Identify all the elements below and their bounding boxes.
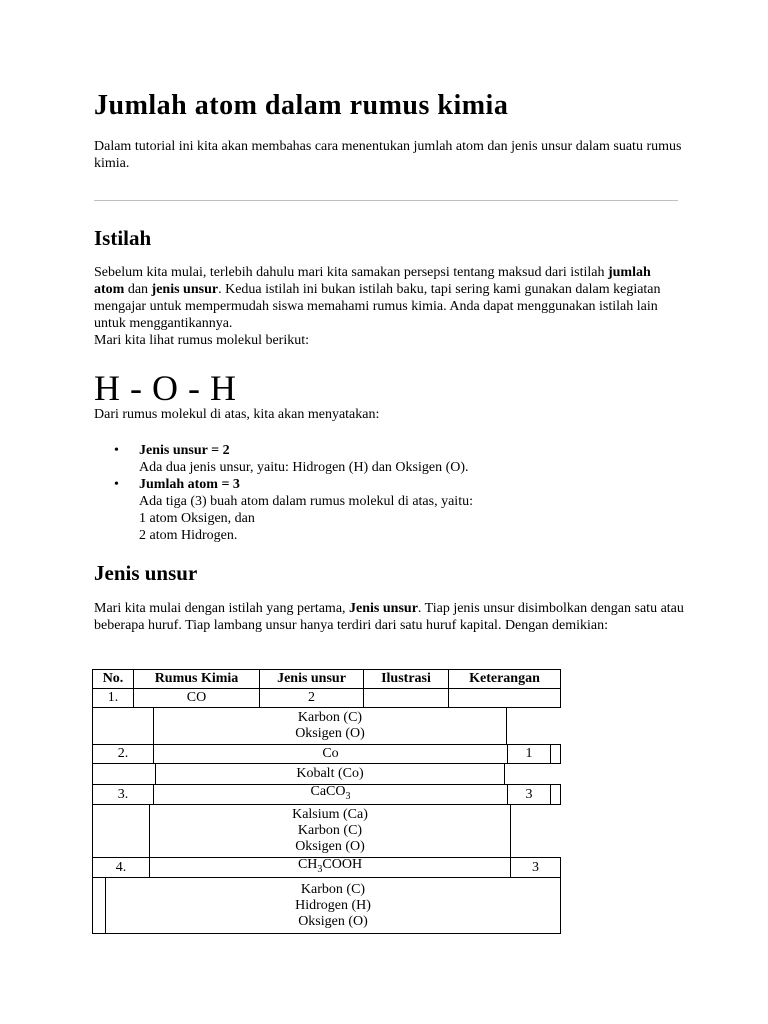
row1-count: 2 (259, 688, 364, 708)
element-label: Oksigen (O) (295, 726, 365, 741)
row3-extra (550, 784, 561, 805)
row2-extra (550, 744, 561, 764)
row3-no: 3. (92, 784, 154, 805)
term-jenis-unsur-2: Jenis unsur (349, 601, 418, 616)
element-label: Karbon (C) (297, 710, 363, 725)
jenis-text-a: Mari kita mulai dengan istilah yang pertama, (94, 601, 350, 616)
row3-elements (149, 804, 511, 858)
element-label: Hidrogen (H) (295, 897, 371, 913)
istilah-text-a: Sebelum kita mulai, terlebih dahulu mari kita samakan persepsi tentang maksud dari istilah (94, 265, 608, 280)
header-keterangan: Keterangan (448, 669, 561, 689)
list-item-line: Ada dua jenis unsur, yaitu: Hidrogen (H) dan Oksigen (O). (139, 460, 469, 475)
row1-formula: CO (133, 688, 260, 708)
row2-spacer (92, 763, 156, 785)
header-rumus-kimia: Rumus Kimia (133, 669, 260, 689)
formula-main: CaCO (310, 784, 346, 800)
header-jenis-unsur: Jenis unsur (259, 669, 364, 689)
row2-formula: Co (153, 744, 508, 764)
element-label: Kalsium (Ca) (292, 807, 368, 822)
jenis-text-b: . Tiap jenis unsur disimbolkan dengan satu atau beberapa huruf. Tiap lambang unsur hanya terdiri dari satu huruf kapital. Dengan demikian: (94, 601, 684, 633)
intro-paragraph: Dalam tutorial ini kita akan membahas cara menentukan jumlah atom dan jenis unsur dalam suatu rumus kimia. (94, 139, 682, 171)
header-ilustrasi: Ilustrasi (363, 669, 449, 689)
row4-count: 3 (510, 857, 561, 878)
row3-formula-text (311, 784, 351, 805)
row3-formula (153, 784, 508, 805)
element-label: Oksigen (O) (295, 839, 365, 854)
row2-count: 1 (507, 744, 551, 764)
istilah-text-c: . Kedua istilah ini bukan istilah baku, tapi sering kami gunakan dalam kegiatan mengajar untuk mempermudah siswa memahami rumus kimia. Anda dapat menggunakan istilah lain untuk menggantikannya. (94, 282, 661, 331)
molecular-formula: H - O - H (94, 368, 237, 408)
list-item-line: 2 atom Hidrogen. (139, 528, 238, 543)
row3-spacer (92, 804, 150, 858)
list-item (94, 442, 654, 476)
istilah-text-lihat: Mari kita lihat rumus molekul berikut: (94, 333, 310, 348)
istilah-text-b: dan (124, 282, 152, 297)
formula-rest: COOH (322, 857, 363, 873)
istilah-paragraph (94, 264, 684, 349)
formula-subscript: 3 (345, 790, 351, 802)
row4-formula (149, 857, 511, 878)
row1-ilustrasi (363, 688, 449, 708)
element-label: Oksigen (O) (298, 913, 368, 929)
row4-elements (105, 877, 561, 934)
formula-subscript: 3 (317, 863, 323, 875)
divider (94, 200, 678, 201)
element-label: Kobalt (Co) (296, 766, 364, 781)
list-item (94, 476, 654, 544)
bullet-icon: • (114, 477, 119, 492)
summary-list (94, 442, 654, 544)
element-label: Karbon (C) (300, 881, 366, 897)
row4-spacer (92, 877, 106, 934)
list-item-line: 1 atom Oksigen, dan (139, 511, 255, 526)
term-jenis-unsur: jenis unsur (151, 282, 219, 297)
istilah-heading: Istilah (94, 226, 152, 250)
element-table (92, 669, 561, 934)
page-title: Jumlah atom dalam rumus kimia (94, 90, 509, 121)
row1-spacer (92, 707, 154, 745)
row2-elements (155, 763, 505, 785)
list-item-title: Jumlah atom = 3 (139, 477, 240, 492)
row4-formula-text (298, 857, 362, 878)
element-label: Karbon (C) (297, 823, 363, 838)
dari-paragraph: Dari rumus molekul di atas, kita akan menyatakan: (94, 407, 380, 422)
term-jumlah-atom: jumlah atom (94, 265, 651, 297)
list-item-line: Ada tiga (3) buah atom dalam rumus molekul di atas, yaitu: (139, 494, 473, 509)
formula-main: CH (297, 857, 318, 873)
row1-no: 1. (92, 688, 134, 708)
jenis-paragraph (94, 600, 684, 634)
row4-no: 4. (92, 857, 150, 878)
row1-keterangan (448, 688, 561, 708)
row1-elements (153, 707, 507, 745)
list-item-title: Jenis unsur = 2 (139, 443, 230, 458)
bullet-icon: • (114, 443, 119, 458)
row3-count: 3 (507, 784, 551, 805)
row2-no: 2. (92, 744, 154, 764)
header-no: No. (92, 669, 134, 689)
jenis-unsur-heading: Jenis unsur (94, 561, 198, 585)
